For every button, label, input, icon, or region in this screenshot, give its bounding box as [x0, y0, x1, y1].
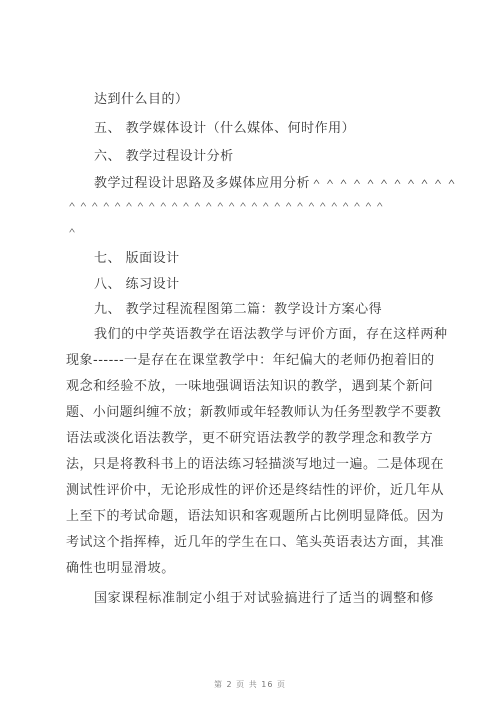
paragraph-line: 我们的中学英语教学在语法教学与评价方面，存在这样两种	[94, 327, 448, 342]
paragraph-line: 法，只是将教科书上的语法练习轻描淡写地过一遍。二是体现在	[66, 457, 445, 472]
heading-nine: 九、 教学过程流程图第二篇：教学设计方案心得	[94, 302, 383, 317]
text-line: 教学过程设计思路及多媒体应用分析＾＾＾＾＾＾＾＾＾＾＾	[94, 176, 459, 191]
caret-row: ＾＾＾＾＾＾＾＾＾＾＾＾＾＾＾＾＾＾＾＾＾＾＾＾＾＾＾＾	[66, 198, 386, 212]
paragraph-line: 题、小问题纠缠不放；新教师或年轻教师认为任务型教学不要教	[66, 405, 442, 420]
heading-seven: 七、 版面设计	[94, 251, 180, 266]
text-line: 达到什么目的）	[94, 92, 189, 107]
page-footer: 第 2 页 共 16 页	[214, 680, 286, 689]
heading-five: 五、 教学媒体设计（什么媒体、何时作用）	[94, 121, 356, 136]
paragraph-line: 测试性评价中，无论形成性的评价还是终结性的评价，近几年从	[66, 483, 445, 498]
paragraph-line: 考试这个指挥棒，近几年的学生在口、笔头英语表达方面，其准	[66, 535, 445, 550]
caret-row: ＾	[66, 224, 79, 238]
heading-six: 六、 教学过程设计分析	[94, 149, 234, 164]
paragraph-line: 观念和经验不放，一味地强调语法知识的教学，遇到某个新问	[66, 379, 434, 394]
paragraph-line: 现象------一是存在在课堂教学中：年纪偏大的老师仍抱着旧的	[66, 353, 435, 368]
paragraph-line: 确性也明显滑坡。	[66, 561, 175, 576]
paragraph-line: 国家课程标准制定小组于对试验搞进行了适当的调整和修	[94, 591, 435, 606]
paragraph-line: 语法或淡化语法教学，更不研究语法教学的教学理念和教学方	[66, 431, 434, 446]
heading-eight: 八、 练习设计	[94, 277, 180, 292]
paragraph-line: 上至下的考试命题，语法知识和客观题所占比例明显降低。因为	[66, 509, 445, 524]
